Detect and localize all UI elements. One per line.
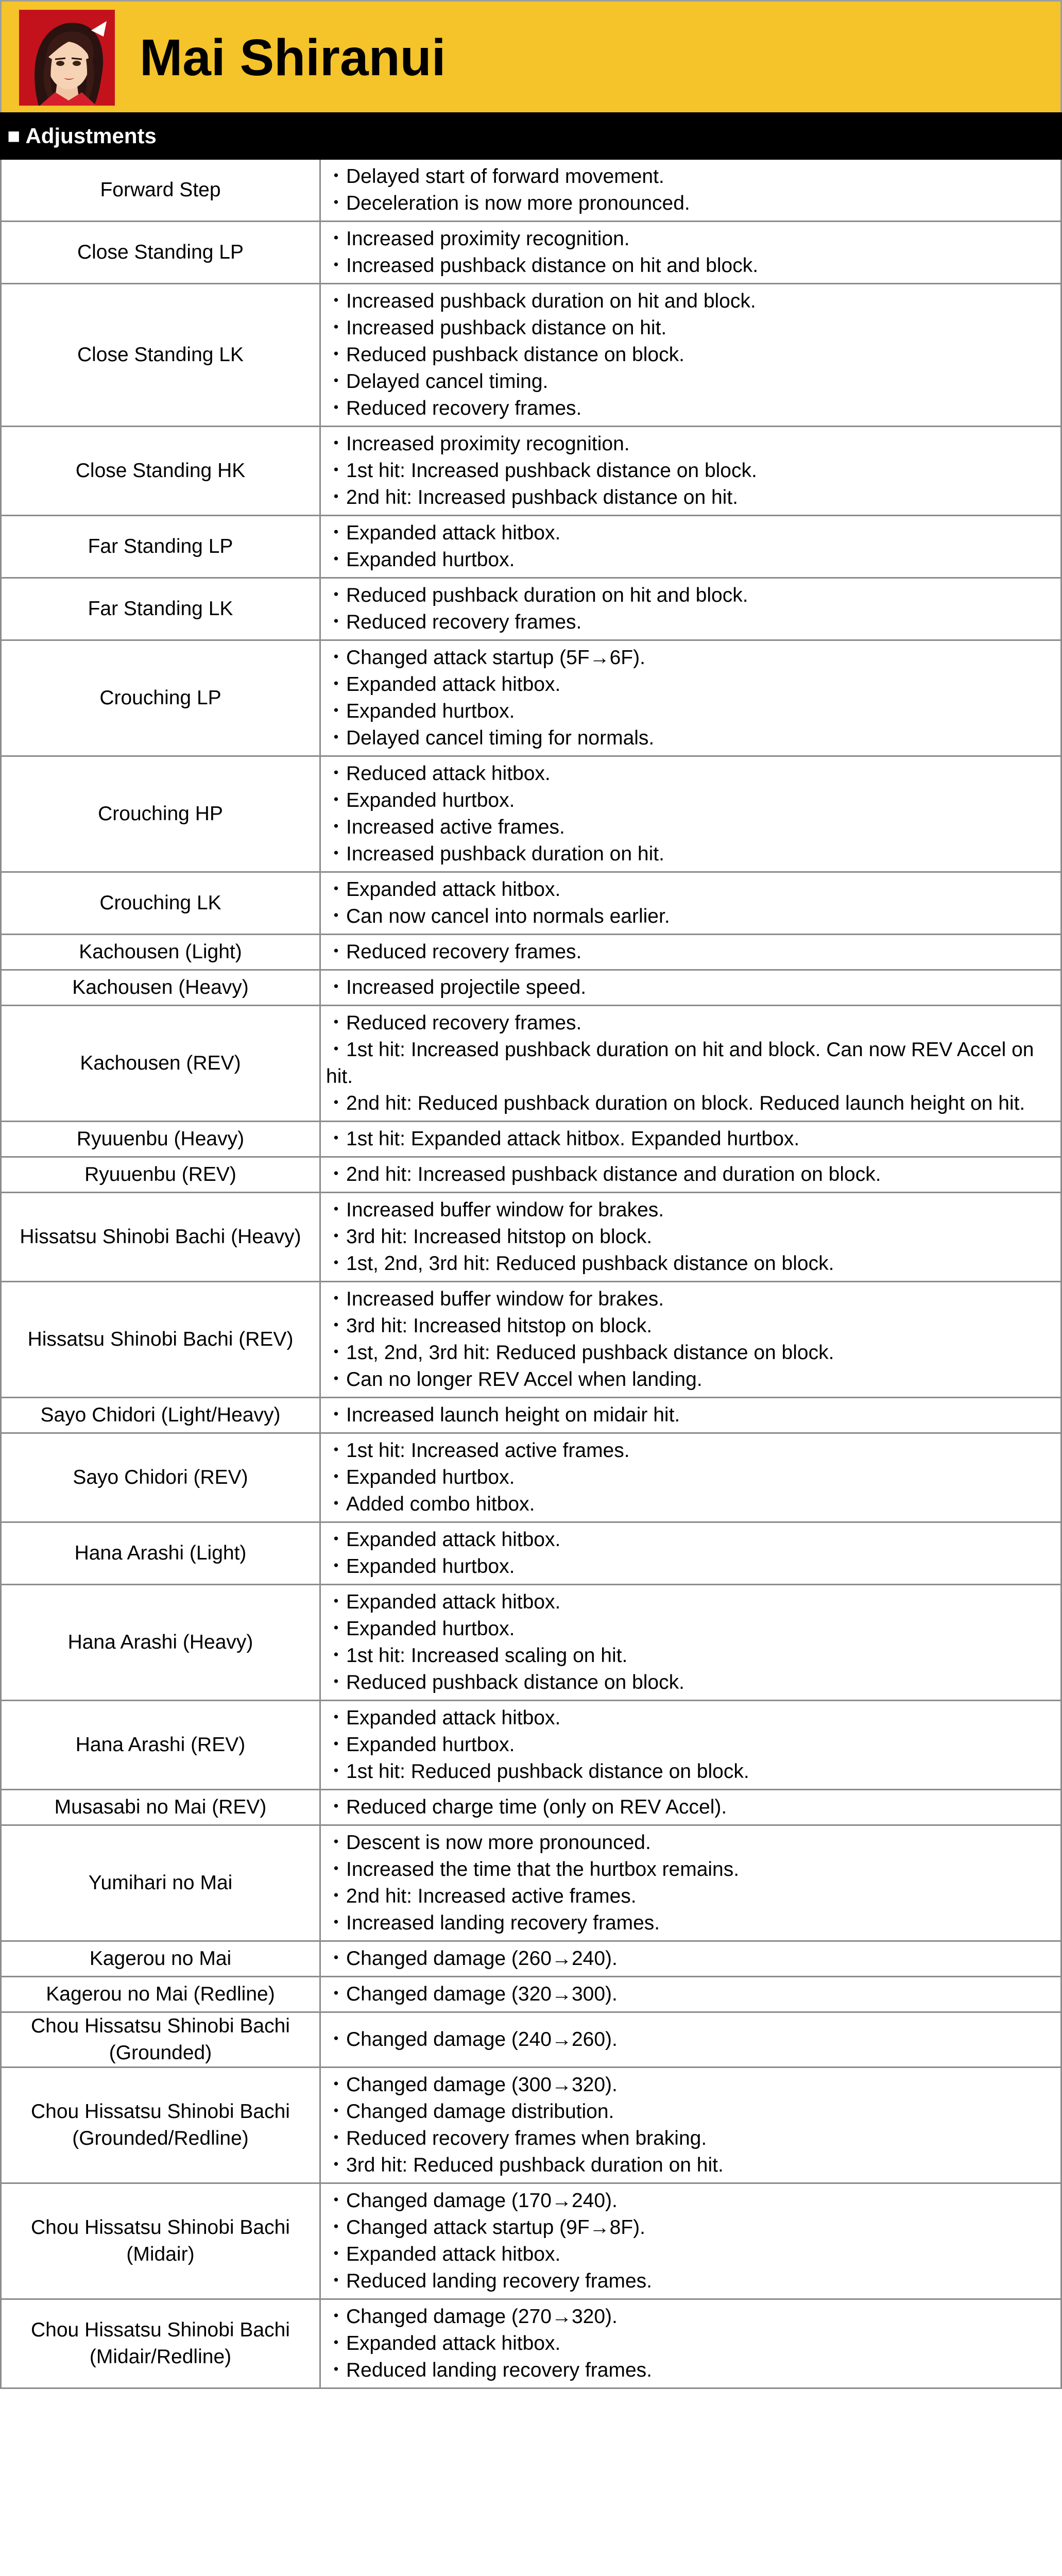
adjustment-note: ・ Increased pushback distance on hit and block. — [326, 252, 1057, 279]
move-name: Crouching LK — [2, 873, 321, 934]
table-row — [0, 222, 1062, 284]
adjustment-note: ・ Changed damage distribution. — [326, 2098, 1057, 2125]
adjustment-notes — [321, 160, 1060, 221]
table-row — [0, 1193, 1062, 1282]
adjustment-note: ・ Reduced recovery frames. — [326, 609, 1057, 636]
adjustment-note: ・ 1st, 2nd, 3rd hit: Reduced pushback distance on block. — [326, 1250, 1057, 1277]
move-name: Hissatsu Shinobi Bachi (REV) — [2, 1282, 321, 1397]
move-name: Kagerou no Mai — [2, 1942, 321, 1976]
adjustment-notes — [321, 2068, 1060, 2182]
move-name: Far Standing LP — [2, 516, 321, 577]
adjustment-notes — [321, 2300, 1060, 2387]
adjustment-note: ・ Reduced landing recovery frames. — [326, 2268, 1057, 2295]
move-name: Crouching LP — [2, 641, 321, 755]
adjustment-notes — [321, 1122, 1060, 1156]
adjustment-notes — [321, 1826, 1060, 1940]
adjustment-note: ・ Increased pushback duration on hit. — [326, 841, 1057, 868]
move-name: Yumihari no Mai — [2, 1826, 321, 1940]
table-row — [0, 516, 1062, 579]
adjustment-notes — [321, 1523, 1060, 1584]
table-row — [0, 1398, 1062, 1434]
move-name: Hana Arashi (REV) — [2, 1701, 321, 1789]
move-name: Kachousen (Heavy) — [2, 971, 321, 1005]
adjustment-note: ・ 1st hit: Expanded attack hitbox. Expanded hurtbox. — [326, 1126, 1057, 1153]
adjustment-notes — [321, 1701, 1060, 1789]
portrait-icon — [19, 10, 115, 106]
adjustment-note: ・ Increased buffer window for brakes. — [326, 1286, 1057, 1313]
adjustment-note: ・ Delayed start of forward movement. — [326, 163, 1057, 190]
move-name: Chou Hissatsu Shinobi Bachi (Midair) — [2, 2184, 321, 2298]
table-row — [0, 1006, 1062, 1122]
adjustment-note: ・ Reduced charge time (only on REV Accel). — [326, 1794, 1057, 1821]
adjustment-note: ・ Delayed cancel timing. — [326, 368, 1057, 395]
adjustment-note: ・ Increased launch height on midair hit. — [326, 1402, 1057, 1429]
adjustment-notes — [321, 1977, 1060, 2011]
adjustment-note: ・ Expanded attack hitbox. — [326, 1705, 1057, 1732]
adjustment-note: ・ Reduced recovery frames. — [326, 939, 1057, 965]
adjustment-note: ・ Expanded attack hitbox. — [326, 1527, 1057, 1553]
table-row — [0, 1977, 1062, 2013]
move-name: Sayo Chidori (Light/Heavy) — [2, 1398, 321, 1432]
table-row — [0, 1585, 1062, 1701]
adjustment-note: ・ Increased pushback duration on hit and block. — [326, 288, 1057, 315]
move-name: Far Standing LK — [2, 579, 321, 639]
adjustment-note: ・ Changed damage (300→320). — [326, 2072, 1057, 2098]
adjustment-note: ・ 1st, 2nd, 3rd hit: Reduced pushback distance on block. — [326, 1340, 1057, 1366]
adjustment-note: ・ Increased landing recovery frames. — [326, 1910, 1057, 1937]
table-row — [0, 971, 1062, 1006]
table-row — [0, 284, 1062, 427]
move-name: Kachousen (REV) — [2, 1006, 321, 1121]
adjustment-note: ・ Increased buffer window for brakes. — [326, 1197, 1057, 1224]
adjustment-note: ・ Reduced recovery frames. — [326, 395, 1057, 422]
adjustment-note: ・ Changed attack startup (9F→8F). — [326, 2214, 1057, 2241]
table-row — [0, 1523, 1062, 1585]
move-name: Hana Arashi (Light) — [2, 1523, 321, 1584]
adjustment-notes — [321, 1585, 1060, 1700]
table-row — [0, 935, 1062, 971]
adjustment-note: ・ Changed damage (260→240). — [326, 1945, 1057, 1972]
adjustment-notes — [321, 516, 1060, 577]
adjustment-notes — [321, 2013, 1060, 2066]
adjustment-note: ・ Expanded attack hitbox. — [326, 2241, 1057, 2268]
adjustment-notes — [321, 1006, 1060, 1121]
move-name: Close Standing HK — [2, 427, 321, 515]
adjustment-note: ・ Reduced attack hitbox. — [326, 760, 1057, 787]
table-row — [0, 1942, 1062, 1977]
adjustment-note: ・ 1st hit: Increased pushback distance on block. — [326, 457, 1057, 484]
move-name: Musasabi no Mai (REV) — [2, 1790, 321, 1824]
table-row — [0, 1790, 1062, 1826]
adjustment-note: ・ Deceleration is now more pronounced. — [326, 190, 1057, 217]
adjustment-note: ・ Reduced pushback distance on block. — [326, 342, 1057, 368]
move-name: Kachousen (Light) — [2, 935, 321, 969]
move-name: Chou Hissatsu Shinobi Bachi (Grounded) — [2, 2013, 321, 2066]
adjustment-notes — [321, 873, 1060, 934]
adjustment-note: ・ 3rd hit: Increased hitstop on block. — [326, 1313, 1057, 1340]
adjustment-note: ・ 3rd hit: Reduced pushback duration on hit. — [326, 2152, 1057, 2179]
table-row — [0, 1701, 1062, 1790]
adjustment-note: ・ Increased pushback distance on hit. — [326, 315, 1057, 342]
table-row — [0, 1434, 1062, 1523]
move-name: Forward Step — [2, 160, 321, 221]
table-row — [0, 757, 1062, 873]
adjustment-note: ・ Reduced landing recovery frames. — [326, 2357, 1057, 2384]
table-row — [0, 1158, 1062, 1193]
adjustment-note: ・ Expanded attack hitbox. — [326, 876, 1057, 903]
adjustment-note: ・ Expanded hurtbox. — [326, 787, 1057, 814]
table-row — [0, 2300, 1062, 2389]
adjustment-note: ・ Changed damage (240→260). — [326, 2026, 1057, 2053]
adjustment-note: ・ 3rd hit: Increased hitstop on block. — [326, 1224, 1057, 1250]
move-name: Kagerou no Mai (Redline) — [2, 1977, 321, 2011]
table-row — [0, 1282, 1062, 1398]
adjustment-note: ・ Expanded hurtbox. — [326, 547, 1057, 573]
adjustment-note: ・ 2nd hit: Reduced pushback duration on block. Reduced launch height on hit. — [326, 1090, 1057, 1117]
adjustment-notes — [321, 1282, 1060, 1397]
adjustment-notes — [321, 935, 1060, 969]
move-name: Ryuuenbu (REV) — [2, 1158, 321, 1192]
adjustment-notes — [321, 1942, 1060, 1976]
adjustment-notes — [321, 641, 1060, 755]
adjustment-note: ・ Reduced recovery frames. — [326, 1010, 1057, 1037]
move-name: Chou Hissatsu Shinobi Bachi (Midair/Redline) — [2, 2300, 321, 2387]
page-header — [0, 0, 1062, 112]
adjustment-note: ・ Delayed cancel timing for normals. — [326, 725, 1057, 752]
move-name: Hana Arashi (Heavy) — [2, 1585, 321, 1700]
adjustment-note: ・ Changed attack startup (5F→6F). — [326, 645, 1057, 671]
adjustment-note: ・ Reduced pushback duration on hit and block. — [326, 582, 1057, 609]
adjustment-notes — [321, 1398, 1060, 1432]
character-portrait — [19, 10, 115, 106]
move-name: Hissatsu Shinobi Bachi (Heavy) — [2, 1193, 321, 1281]
adjustment-note: ・ Expanded hurtbox. — [326, 1464, 1057, 1491]
adjustment-note: ・ 1st hit: Reduced pushback distance on block. — [326, 1758, 1057, 1785]
adjustment-note: ・ Can now cancel into normals earlier. — [326, 903, 1057, 930]
table-row — [0, 2184, 1062, 2300]
adjustment-notes — [321, 971, 1060, 1005]
adjustment-note: ・ Increased proximity recognition. — [326, 431, 1057, 457]
adjustment-note: ・ 2nd hit: Increased pushback distance on hit. — [326, 484, 1057, 511]
adjustment-note: ・ Reduced recovery frames when braking. — [326, 2125, 1057, 2152]
move-name: Close Standing LK — [2, 284, 321, 426]
move-name: Ryuuenbu (Heavy) — [2, 1122, 321, 1156]
adjustment-notes — [321, 1158, 1060, 1192]
adjustment-notes — [321, 757, 1060, 871]
adjustment-note: ・ Expanded hurtbox. — [326, 1616, 1057, 1642]
adjustment-note: ・ 1st hit: Increased scaling on hit. — [326, 1642, 1057, 1669]
adjustment-notes — [321, 579, 1060, 639]
adjustment-notes — [321, 222, 1060, 283]
table-row — [0, 427, 1062, 516]
table-row — [0, 160, 1062, 222]
adjustment-note: ・ Descent is now more pronounced. — [326, 1829, 1057, 1856]
adjustment-note: ・ Added combo hitbox. — [326, 1491, 1057, 1518]
table-row — [0, 1826, 1062, 1942]
adjustment-notes — [321, 1790, 1060, 1824]
adjustment-notes — [321, 427, 1060, 515]
move-name: Sayo Chidori (REV) — [2, 1434, 321, 1521]
adjustment-note: ・ Reduced pushback distance on block. — [326, 1669, 1057, 1696]
adjustment-note: ・ Expanded hurtbox. — [326, 698, 1057, 725]
adjustment-note: ・ Increased the time that the hurtbox remains. — [326, 1856, 1057, 1883]
adjustment-note: ・ Expanded attack hitbox. — [326, 520, 1057, 547]
adjustment-notes — [321, 284, 1060, 426]
table-row — [0, 641, 1062, 757]
adjustment-note: ・ Changed damage (170→240). — [326, 2188, 1057, 2214]
adjustment-note: ・ 2nd hit: Increased pushback distance and duration on block. — [326, 1161, 1057, 1188]
table-row — [0, 2013, 1062, 2068]
adjustment-note: ・ 2nd hit: Increased active frames. — [326, 1883, 1057, 1910]
table-row — [0, 1122, 1062, 1158]
adjustments-table — [0, 160, 1062, 2389]
adjustment-note: ・ Expanded hurtbox. — [326, 1732, 1057, 1758]
table-row — [0, 2068, 1062, 2184]
adjustment-note: ・ Changed damage (270→320). — [326, 2303, 1057, 2330]
adjustment-note: ・ Expanded attack hitbox. — [326, 671, 1057, 698]
adjustment-note: ・ Changed damage (320→300). — [326, 1981, 1057, 2008]
section-heading: ■ Adjustments — [0, 112, 1062, 160]
move-name: Close Standing LP — [2, 222, 321, 283]
adjustment-note: ・ 1st hit: Increased pushback duration on hit and block. Can now REV Accel on hit. — [326, 1037, 1057, 1090]
page-title: Mai Shiranui — [140, 29, 446, 87]
adjustment-note: ・ Increased active frames. — [326, 814, 1057, 841]
adjustment-notes — [321, 1434, 1060, 1521]
table-row — [0, 579, 1062, 641]
adjustment-note: ・ 1st hit: Increased active frames. — [326, 1437, 1057, 1464]
adjustment-note: ・ Expanded attack hitbox. — [326, 1589, 1057, 1616]
adjustment-notes — [321, 1193, 1060, 1281]
adjustment-note: ・ Increased proximity recognition. — [326, 226, 1057, 252]
move-name: Chou Hissatsu Shinobi Bachi (Grounded/Redline) — [2, 2068, 321, 2182]
adjustment-note: ・ Expanded hurtbox. — [326, 1553, 1057, 1580]
adjustment-note: ・ Expanded attack hitbox. — [326, 2330, 1057, 2357]
move-name: Crouching HP — [2, 757, 321, 871]
adjustment-notes — [321, 2184, 1060, 2298]
adjustment-note: ・ Can no longer REV Accel when landing. — [326, 1366, 1057, 1393]
table-row — [0, 873, 1062, 935]
adjustment-note: ・ Increased projectile speed. — [326, 974, 1057, 1001]
